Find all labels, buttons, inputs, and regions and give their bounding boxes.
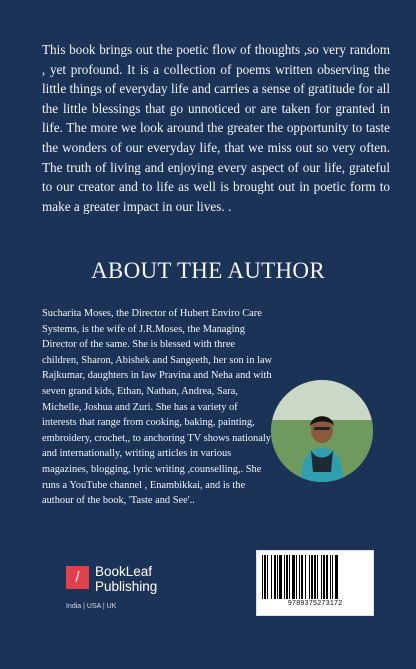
book-blurb: This book brings out the poetic flow of thoughts ,so very random , yet profound. It is a collection of poems written observing the little things of everyday life and carries a sense of gratitude for all the little blessings that go unnoticed or are taken for granted in life. The more we look around the greater the opportunity to taste the wonders of our everyday life, that we miss out so very often. The truth of living and enjoying every aspect of our life, grateful to our creator and to life as well is brought out in poetic form to make a greater impact in our lives. . bbox=[42, 42, 390, 214]
author-bio: Sucharita Moses, the Director of Hubert Enviro Care Systems, is the wife of J.R.Moses, the Managing Director of the same. She is blessed with three children, Sharon, Abishek and Sangeeth, her son in law Rajkumar, daughters in law Pravina and Neha and with seven grand kids, Ethan, Nathan, Andrea, Sara, Michelle, Joshua and Zuri. She has a variety of interests that range from cooking, baking, painting, embroidery, crochet,, to anchoring TV shows nationaly and internationally, writing articles in various magazines, blogging, lyric writing ,counselling,. She runs a YouTube channel , Enambikkai, and is the authour of the book, 'Taste and See'.. bbox=[42, 308, 272, 507]
barcode-bar bbox=[296, 555, 297, 599]
barcode-bar bbox=[279, 555, 282, 599]
barcode-bar bbox=[330, 555, 331, 599]
barcode-bar bbox=[277, 555, 278, 599]
barcode-bar bbox=[305, 555, 306, 599]
barcode-bar bbox=[314, 555, 316, 599]
barcode-bar bbox=[326, 555, 328, 599]
barcode-bar bbox=[332, 555, 333, 599]
barcode-bar bbox=[274, 555, 276, 599]
publisher-name bbox=[95, 564, 157, 594]
barcode-bar bbox=[299, 555, 300, 599]
barcode-bar bbox=[286, 555, 288, 599]
barcode-bars bbox=[262, 555, 368, 599]
barcode-bar bbox=[292, 555, 295, 599]
isbn-barcode bbox=[256, 550, 374, 616]
barcode-bar bbox=[323, 555, 325, 599]
barcode-bar bbox=[267, 555, 268, 599]
author-photo bbox=[271, 380, 373, 482]
barcode-bar bbox=[262, 555, 263, 599]
barcode-bar bbox=[284, 555, 285, 599]
publisher-name-line1: BookLeaf bbox=[95, 564, 153, 579]
barcode-bar bbox=[289, 555, 290, 599]
barcode-bar bbox=[271, 555, 272, 599]
barcode-bar bbox=[335, 555, 338, 599]
publisher-regions: India | USA | UK bbox=[66, 603, 117, 610]
barcode-bar bbox=[317, 555, 318, 599]
barcode-bar bbox=[264, 555, 266, 599]
about-author-heading: ABOUT THE AUTHOR bbox=[91, 258, 325, 283]
publisher-logo bbox=[66, 566, 186, 626]
barcode-bar bbox=[311, 555, 313, 599]
publisher-name-line2: Publishing bbox=[95, 579, 158, 594]
isbn-number: 9789375273172 bbox=[287, 600, 343, 608]
barcode-bar bbox=[321, 555, 322, 599]
barcode-bar bbox=[309, 555, 310, 599]
barcode-bar bbox=[301, 555, 303, 599]
publisher-logo-mark: / bbox=[66, 566, 89, 589]
